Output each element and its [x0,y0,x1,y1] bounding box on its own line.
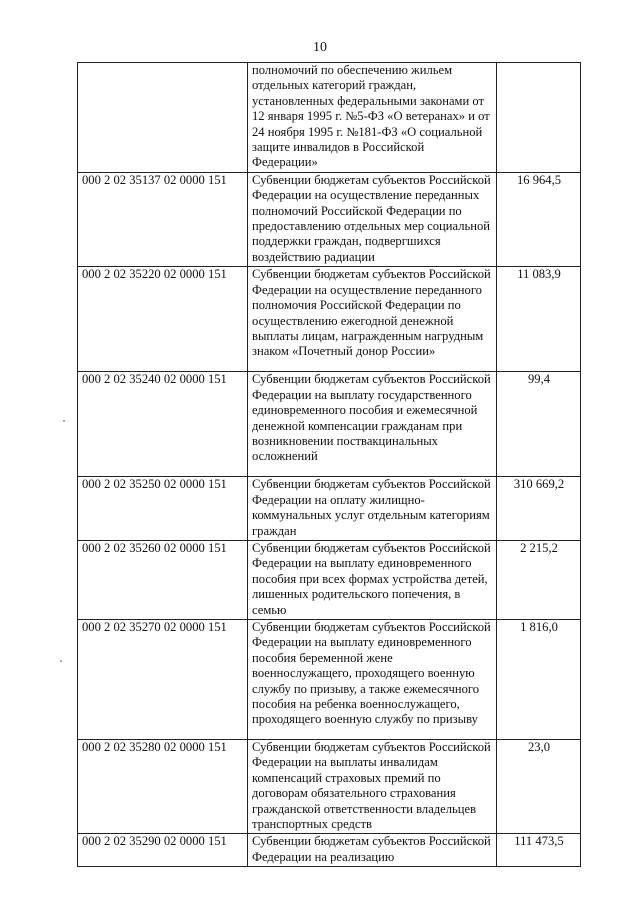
budget-code-cell: 000 2 02 35260 02 0000 151 [78,540,248,619]
amount-cell: 16 964,5 [497,172,581,266]
table-row [78,372,581,477]
amount-cell: 310 669,2 [497,477,581,541]
amount-cell: 1 816,0 [497,619,581,739]
revenue-name-cell: Субвенции бюджетам субъектов Российской Федерации на выплату единовременного пособия беременной жене военнослужащего, проходящего военную службу по призыву, а также ежемесячного пособия на ребенка военнослужащего, проходящего военную службу по призыву [248,619,497,739]
table-row [78,63,581,173]
budget-code-cell: 000 2 02 35250 02 0000 151 [78,477,248,541]
amount-cell: 11 083,9 [497,267,581,372]
revenue-name-cell: Субвенции бюджетам субъектов Российской Федерации на осуществление переданного полномочия Российской Федерации по осуществлению ежегодной денежной выплаты лицам, награжденным нагрудным знаком «Почетный донор России» [248,267,497,372]
amount-cell [497,63,581,173]
revenue-name-cell: Субвенции бюджетам субъектов Российской Федерации на выплаты инвалидам компенсаций страховых премий по договорам обязательного страхования гражданской ответственности владельцев транспортных средств [248,739,497,833]
table-row [78,172,581,266]
revenue-name-cell: полномочий по обеспечению жильем отдельных категорий граждан, установленных федеральными законами от 12 января 1995 г. №5-ФЗ «О ветеранах» и от 24 ноября 1995 г. №181-ФЗ «О социальной защите инвалидов в Российской Федерации» [248,63,497,173]
table-row [78,477,581,541]
budget-code-cell: 000 2 02 35220 02 0000 151 [78,267,248,372]
table-row [78,739,581,833]
budget-code-cell: 000 2 02 35137 02 0000 151 [78,172,248,266]
page-number: 10 [313,40,327,55]
revenue-name-cell: Субвенции бюджетам субъектов Российской Федерации на выплату единовременного пособия при всех формах устройства детей, лишенных родительского попечения, в семью [248,540,497,619]
revenue-name-cell: Субвенции бюджетам субъектов Российской Федерации на осуществление переданных полномочий Российской Федерации по предоставлению отдельных мер социальной поддержки граждан, подвергшихся воздействию радиации [248,172,497,266]
budget-code-cell: 000 2 02 35290 02 0000 151 [78,834,248,867]
amount-cell: 111 473,5 [497,834,581,867]
revenue-name-cell: Субвенции бюджетам субъектов Российской Федерации на оплату жилищно-коммунальных услуг отдельным категориям граждан [248,477,497,541]
revenue-name-cell: Субвенции бюджетам субъектов Российской Федерации на выплату государственного единовременного пособия и ежемесячной денежной компенсации гражданам при возникновении поствакцинальных осложнений [248,372,497,477]
budget-revenue-table [77,62,581,867]
table-row [78,267,581,372]
budget-code-cell [78,63,248,173]
scan-speck [60,660,62,662]
table-row [78,540,581,619]
amount-cell: 23,0 [497,739,581,833]
budget-code-cell: 000 2 02 35270 02 0000 151 [78,619,248,739]
amount-cell: 2 215,2 [497,540,581,619]
table-row [78,834,581,867]
scan-speck [63,420,65,422]
table-row [78,619,581,739]
amount-cell: 99,4 [497,372,581,477]
budget-code-cell: 000 2 02 35280 02 0000 151 [78,739,248,833]
budget-code-cell: 000 2 02 35240 02 0000 151 [78,372,248,477]
revenue-name-cell: Субвенции бюджетам субъектов Российской Федерации на реализацию [248,834,497,867]
